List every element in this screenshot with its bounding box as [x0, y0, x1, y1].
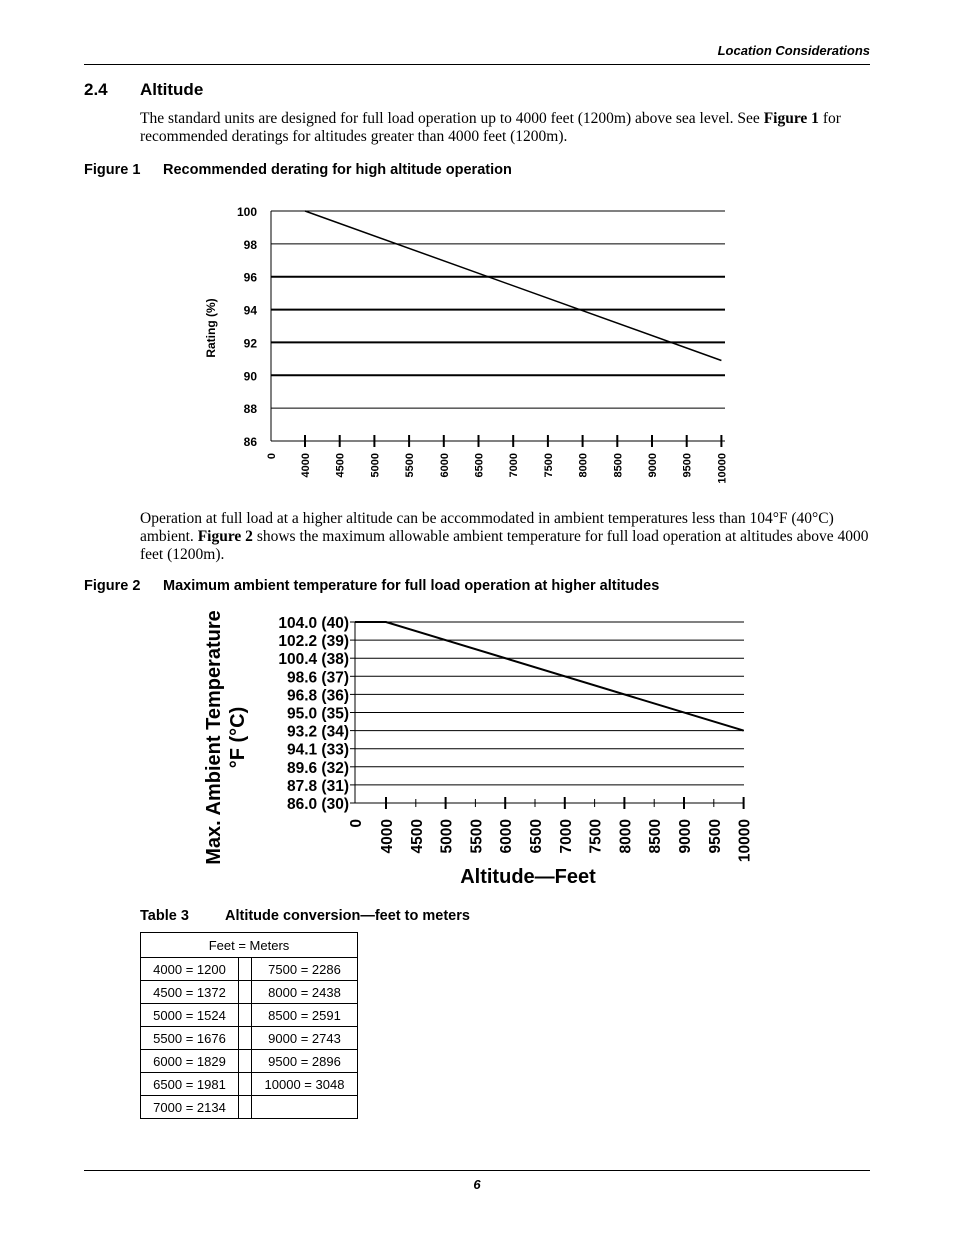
x-tick-label: 9000	[677, 819, 694, 854]
y-tick-label: 100	[236, 205, 257, 219]
x-tick-label: 6000	[438, 453, 451, 478]
table-cell: 8000 = 2438	[252, 981, 358, 1004]
x-tick-label: 8500	[612, 453, 625, 478]
table-spacer	[239, 1004, 252, 1027]
y-tick-label: 86.0 (30)	[286, 796, 349, 813]
figure2-label: Figure 2	[84, 578, 141, 594]
table-cell: 5500 = 1676	[141, 1027, 239, 1050]
table-cell: 9500 = 2896	[252, 1050, 358, 1073]
table-row	[141, 1027, 358, 1050]
footer-rule	[84, 1170, 870, 1171]
table-cell: 7000 = 2134	[141, 1096, 239, 1119]
y-tick-label: 98.6 (37)	[286, 669, 349, 687]
x-tick-label: 4000	[379, 819, 396, 854]
y-tick-label: 104.0 (40)	[278, 615, 349, 632]
table-row	[141, 1004, 358, 1027]
section-title: Altitude	[140, 80, 204, 99]
x-tick-label: 8000	[617, 819, 635, 854]
y-tick-label: 102.2 (39)	[278, 633, 349, 651]
table-cell: 6000 = 1829	[141, 1050, 239, 1073]
figure-reference: Figure 1	[763, 110, 819, 127]
table3-label: Table 3	[140, 908, 189, 924]
y-tick-label: 94	[243, 303, 257, 318]
table-row	[141, 1096, 358, 1119]
table-spacer	[239, 958, 252, 981]
table-cell: 9000 = 2743	[252, 1027, 358, 1050]
table-row	[141, 1050, 358, 1073]
x-tick-label: 5500	[468, 819, 486, 854]
figure-reference: Figure 2	[197, 528, 253, 545]
y-tick-label: 88	[243, 402, 257, 417]
running-header: Location Considerations	[717, 43, 870, 58]
y-tick-label: 86	[243, 435, 257, 449]
x-tick-label: 9500	[706, 819, 724, 854]
paragraph-text: The standard units are designed for full load operation up to 4000 feet (1200m) above sea level. See	[140, 110, 764, 127]
y-tick-label: 96	[243, 270, 257, 285]
y-tick-label: 90	[243, 369, 257, 384]
figure2-caption: Maximum ambient temperature for full load operation at higher altitudes	[163, 578, 660, 594]
table-cell: 4500 = 1372	[141, 981, 239, 1004]
x-tick-label: 4500	[408, 819, 426, 854]
table-cell: 10000 = 3048	[252, 1073, 358, 1096]
x-tick-label: 10000	[716, 453, 729, 484]
x-tick-label: 10000	[736, 819, 754, 863]
table-spacer	[239, 1096, 252, 1119]
section-number: 2.4	[84, 80, 108, 99]
y-tick-label: 93.2 (34)	[286, 723, 349, 741]
table-spacer	[239, 1027, 252, 1050]
page-number: 6	[473, 1177, 481, 1192]
x-tick-label: 7500	[542, 453, 555, 478]
table-spacer	[239, 981, 252, 1004]
derating-line	[305, 211, 721, 361]
x-tick-label: 0	[348, 819, 365, 828]
table-spacer	[239, 1050, 252, 1073]
paragraph-operation	[140, 510, 870, 564]
altitude-conversion-table	[140, 932, 358, 1119]
y-tick-label: 95.0 (35)	[286, 705, 349, 723]
y-tick-label: 89.6 (32)	[286, 759, 349, 777]
table-cell	[252, 1096, 358, 1119]
x-tick-label: 7500	[587, 819, 605, 854]
figure1-label: Figure 1	[84, 162, 141, 178]
table-cell: 5000 = 1524	[141, 1004, 239, 1027]
paragraph-text: Operation at full load at a higher altitude can be accommodated in ambient temperatures less than 104°F (40°C) ambient.	[140, 510, 834, 545]
x-axis-title: Altitude—Feet	[460, 866, 596, 888]
x-tick-label: 9500	[681, 453, 694, 478]
x-tick-label: 9000	[647, 453, 659, 478]
x-tick-label: 4000	[300, 453, 312, 478]
y-axis-title: Max. Ambient Temperature	[203, 610, 225, 865]
x-tick-label: 8500	[647, 819, 665, 854]
paragraph-text: for recommended deratings for altitudes greater than 4000 feet (1200m).	[140, 110, 841, 145]
x-tick-label: 5500	[404, 453, 417, 478]
x-tick-label: 4500	[334, 453, 347, 478]
x-tick-label: 6500	[528, 819, 545, 854]
x-tick-label: 5000	[438, 819, 456, 854]
x-tick-label: 5000	[369, 453, 382, 478]
table-header: Feet = Meters	[141, 933, 358, 958]
table-spacer	[239, 1073, 252, 1096]
y-tick-label: 87.8 (31)	[286, 777, 349, 795]
figure1-caption: Recommended derating for high altitude operation	[163, 162, 512, 178]
table3-caption: Altitude conversion—feet to meters	[225, 908, 470, 924]
table-cell: 8500 = 2591	[252, 1004, 358, 1027]
table-cell: 6500 = 1981	[141, 1073, 239, 1096]
x-tick-label: 7000	[508, 453, 521, 478]
table-row	[141, 958, 358, 981]
y-tick-label: 100.4 (38)	[278, 651, 349, 669]
x-tick-label: 6500	[473, 453, 486, 478]
figure2-chart	[0, 595, 954, 905]
x-tick-label: 6000	[498, 819, 516, 854]
table-row	[141, 1073, 358, 1096]
y-axis-title: °F (°C)	[227, 706, 249, 769]
y-tick-label: 94.1 (33)	[286, 741, 349, 759]
y-tick-label: 92	[243, 336, 257, 351]
paragraph-text: shows the maximum allowable ambient temperature for full load operation at altitudes above 4000 feet (1200m).	[140, 528, 869, 563]
y-axis-title: Rating (%)	[204, 298, 218, 358]
x-tick-label: 7000	[557, 819, 575, 854]
table-cell: 4000 = 1200	[141, 958, 239, 981]
table-cell: 7500 = 2286	[252, 958, 358, 981]
x-tick-label: 0	[266, 453, 278, 460]
y-tick-label: 98	[243, 237, 257, 252]
x-tick-label: 8000	[577, 453, 590, 478]
y-tick-label: 96.8 (36)	[286, 687, 349, 705]
table-row	[141, 981, 358, 1004]
